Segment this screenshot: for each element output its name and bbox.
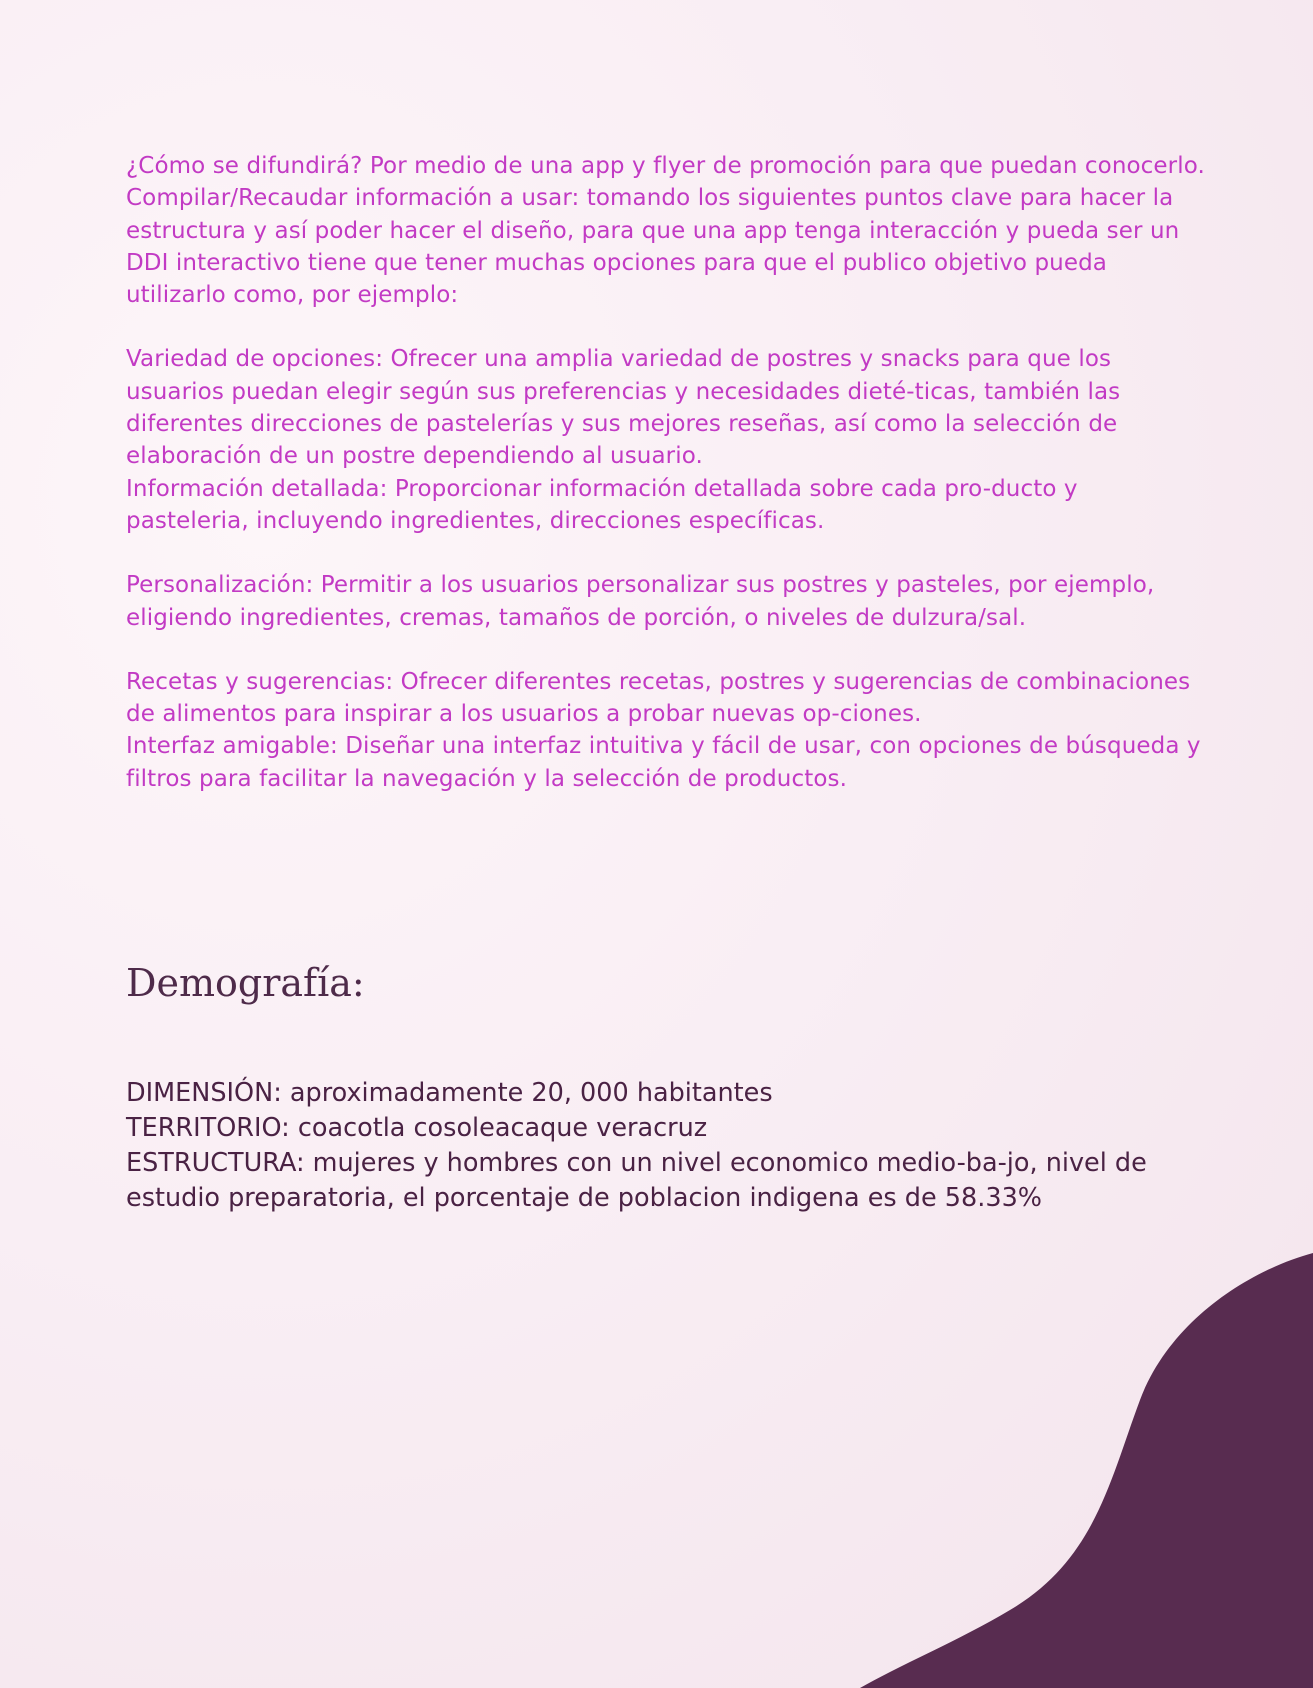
recipes-paragraph: Recetas y sugerencias: Ofrecer diferentes recetas, postres y sugerencias de combinaciones de alimentos para inspirar a los usuarios a probar nuevas op-ciones.: [126, 668, 1191, 728]
spacer: [126, 537, 1206, 569]
variety-options-paragraph: Variedad de opciones: Ofrecer una amplia variedad de postres y snacks para que los usuarios puedan elegir según sus preferencias y necesidades dieté-ticas, también las diferentes direcciones de pastelerías y sus mejores reseñas, así como la selección de elaboración de un postre dependiendo al usuario.: [126, 346, 1121, 470]
dimension-line: DIMENSIÓN: aproximadamente 20, 000 habitantes: [126, 1078, 773, 1108]
territory-line: TERRITORIO: coacotla cosoleacaque veracruz: [126, 1113, 708, 1143]
friendly-interface-paragraph: Interfaz amigable: Diseñar una interfaz intuitiva y fácil de usar, con opciones de búsqueda y filtros para facilitar la navegación y la selección de productos.: [126, 733, 1201, 792]
demographics-section: [126, 1076, 1206, 1216]
personalization-paragraph: Personalización: Permitir a los usuarios personalizar sus postres y pasteles, por ejemplo, eligiendo ingredientes, cremas, tamaños de porción, o niveles de dulzura/sal.: [126, 572, 1155, 631]
spacer: [126, 311, 1206, 343]
app-description-section: [126, 150, 1206, 795]
demographics-heading: Demografía:: [126, 961, 365, 1005]
dissemination-paragraph: ¿Cómo se difundirá? Por medio de una app y flyer de promoción para que puedan conocerlo.: [126, 153, 1205, 179]
detailed-info-paragraph: Información detallada: Proporcionar información detallada sobre cada pro-ducto y pasteleria, incluyendo ingredientes, direcciones específicas.: [126, 475, 1078, 534]
spacer: [126, 634, 1206, 666]
structure-line: ESTRUCTURA: mujeres y hombres con un nivel economico medio-ba-jo, nivel de estudio preparatoria, el porcentaje de poblacion indigena es de 58.33%: [126, 1148, 1147, 1213]
blob-shape: [860, 1253, 1313, 1688]
information-gathering-paragraph: Compilar/Recaudar información a usar: tomando los siguientes puntos clave para hacer la estructura y así poder hacer el diseño, para que una app tenga interacción y pueda ser un DDI interactivo tiene que tener muchas opciones para que el publico objetivo pueda utilizarlo como, por ejemplo:: [126, 185, 1180, 309]
